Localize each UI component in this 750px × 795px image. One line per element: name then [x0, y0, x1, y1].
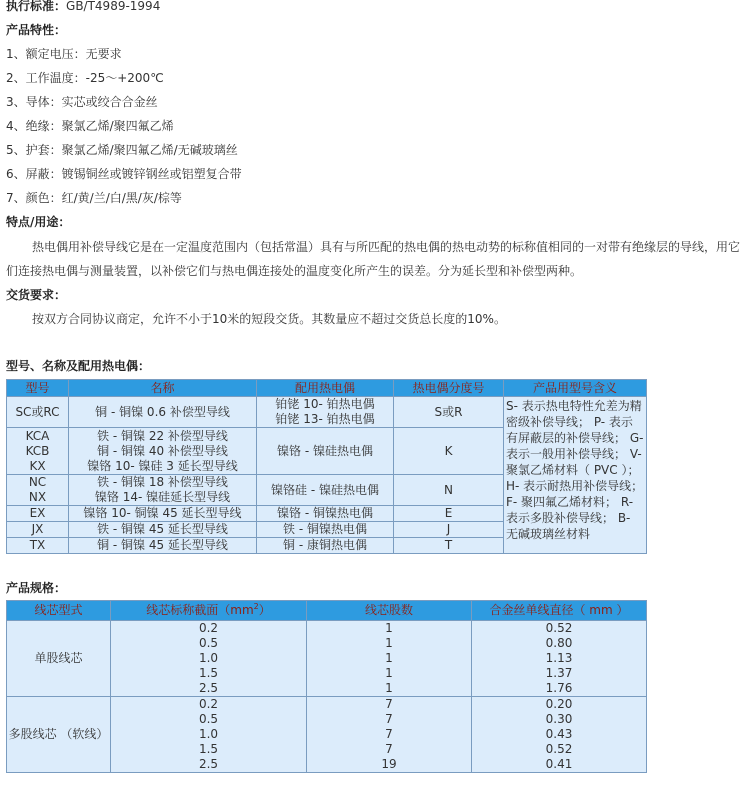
- name-cell: [69, 522, 257, 538]
- strands-value: 1: [385, 651, 393, 665]
- area-header-text: 线芯标称截面（mm: [146, 603, 254, 617]
- table-row: [7, 697, 647, 773]
- area-value: 1.5: [198, 666, 219, 680]
- area-cell: [111, 697, 307, 773]
- model-code: NC: [28, 475, 47, 489]
- grade-cell: J: [394, 522, 504, 538]
- model-code: EX: [29, 506, 46, 520]
- wire-name: 镍铬 10- 铜镍 45 延长型导线: [83, 506, 242, 520]
- wire-name: 铁 - 铜镍 22 补偿型导线: [97, 428, 228, 443]
- col-grade-header: 热电偶分度号: [394, 380, 504, 397]
- model-code: KCB: [25, 443, 50, 458]
- col-thermo-header: 配用热电偶: [257, 380, 394, 397]
- specs-table: [6, 600, 647, 773]
- grade-cell: T: [394, 538, 504, 554]
- strands-value: 7: [385, 697, 393, 711]
- model-code: JX: [31, 522, 44, 536]
- strands-value: 7: [385, 712, 393, 726]
- strands-value: 1: [385, 666, 393, 680]
- models-heading: 型号、名称及配用热电偶：: [6, 359, 151, 373]
- wire-name: 铁 - 铜镍 45 延长型导线: [97, 522, 228, 536]
- wire-name: 铜 - 铜镍 0.6 补偿型导线: [95, 404, 230, 419]
- wire-name: 铜 - 铜镍 45 延长型导线: [97, 538, 228, 552]
- property-insulation: 4、绝缘：聚氯乙烯/聚四氟乙烯: [6, 119, 174, 133]
- name-cell: [69, 506, 257, 522]
- property-temperature: 2、工作温度：-25～+200℃: [6, 71, 164, 85]
- diameter-value: 0.43: [545, 727, 573, 741]
- area-value: 1.5: [198, 742, 219, 756]
- thermocouple-name: 铜 - 康铜热电偶: [283, 538, 367, 552]
- wire-name: 铁 - 铜镍 18 补偿型导线: [97, 475, 228, 489]
- col-type-header: 线芯型式: [7, 601, 111, 621]
- delivery-paragraph: [6, 307, 744, 331]
- thermo-cell: [257, 522, 394, 538]
- col-model-header: 型号: [7, 380, 69, 397]
- grade-cell: S或R: [394, 397, 504, 428]
- features-text: 热电偶用补偿导线它是在一定温度范围内（包括常温）具有与所匹配的热电偶的热电动势的标称值相同的一对带有绝缘层的导线，用它们连接热电偶与测量装置，以补偿它们与热电偶连接处的温度变化所产生的误差。分为延长型和补偿型两种。: [6, 240, 741, 278]
- area-value: 1.0: [198, 727, 219, 741]
- features-paragraph: [6, 235, 744, 283]
- diameter-value: 0.52: [545, 742, 573, 756]
- delivery-heading: 交货要求：: [6, 288, 67, 302]
- strands-cell: [307, 621, 472, 697]
- core-type-cell: 多股线芯 （软线）: [7, 697, 111, 773]
- thermocouple-name: 镍铬硅 - 镍硅热电偶: [271, 482, 379, 497]
- property-conductor: 3、导体：实芯或绞合合金丝: [6, 95, 158, 109]
- property-voltage: 1、额定电压：无要求: [6, 47, 122, 61]
- thermocouple-name: 铂铑 13- 铂热电偶: [275, 412, 375, 426]
- model-code: NX: [28, 490, 47, 504]
- strands-value: 1: [385, 621, 393, 635]
- diameter-value: 0.41: [545, 757, 573, 771]
- models-header-row: [7, 380, 647, 397]
- wire-name: 镍铬 10- 镍硅 3 延长型导线: [87, 458, 238, 473]
- strands-value: 1: [385, 636, 393, 650]
- grade-cell: K: [394, 428, 504, 475]
- area-value: 0.2: [198, 697, 219, 711]
- thermo-cell: [257, 506, 394, 522]
- model-cell: [7, 538, 69, 554]
- area-cell: [111, 621, 307, 697]
- model-code: KX: [29, 458, 46, 473]
- thermo-cell: [257, 397, 394, 428]
- standard-line: [6, 0, 160, 15]
- properties-heading: 产品特性：: [6, 23, 67, 37]
- strands-value: 1: [385, 681, 393, 695]
- model-code: KCA: [25, 428, 50, 443]
- table-row: [7, 621, 647, 697]
- diameter-value: 0.52: [545, 621, 573, 635]
- thermocouple-name: 铁 - 铜镍热电偶: [283, 522, 367, 536]
- grade-cell: N: [394, 475, 504, 506]
- diameter-value: 1.13: [545, 651, 573, 665]
- model-cell: [7, 475, 69, 506]
- strands-value: 7: [385, 727, 393, 741]
- property-sheath: 5、护套：聚氯乙烯/聚四氟乙烯/无碱玻璃丝: [6, 143, 238, 157]
- standard-label: 执行标准：: [6, 0, 67, 13]
- property-shield: 6、屏蔽：镀锡铜丝或镀锌钢丝或铝塑复合带: [6, 167, 242, 181]
- standard-value: GB/T4989-1994: [66, 0, 161, 13]
- area-value: 0.2: [198, 621, 219, 635]
- model-cell: [7, 506, 69, 522]
- specs-header-row: [7, 601, 647, 621]
- diameter-value: 0.80: [545, 636, 573, 650]
- core-type-cell: 单股线芯: [7, 621, 111, 697]
- thermocouple-name: 镍铬 - 铜镍热电偶: [277, 506, 373, 520]
- col-meaning-header: 产品用型号含义: [504, 380, 647, 397]
- model-meaning-cell: S- 表示热电特性允差为精密级补偿导线； P- 表示有屏蔽层的补偿导线； G- 表示一般用补偿导线； V- 聚氯乙烯材料（ PVC ）； H- 表示耐热用补偿导线； F- 聚四氟乙烯材料； R- 表示多股补偿导线； B- 无碱玻璃丝材料: [504, 397, 647, 554]
- area-value: 2.5: [198, 757, 219, 771]
- grade-cell: E: [394, 506, 504, 522]
- area-value: 2.5: [198, 681, 219, 695]
- delivery-text: 按双方合同协议商定，允许不小于10米的短段交货。其数量应不超过交货总长度的10%。: [32, 312, 506, 326]
- wire-name: 镍铬 14- 镍硅延长型导线: [94, 490, 231, 504]
- wire-name: 铜 - 铜镍 40 补偿型导线: [97, 443, 228, 458]
- thermocouple-name: 铂铑 10- 铂热电偶: [275, 397, 375, 411]
- col-strands-header: 线芯股数: [307, 601, 472, 621]
- area-value: 1.0: [198, 651, 219, 665]
- model-cell: [7, 522, 69, 538]
- model-cell: [7, 397, 69, 428]
- thermo-cell: [257, 428, 394, 475]
- diameter-value: 0.20: [545, 697, 573, 711]
- features-heading: 特点/用途：: [6, 215, 71, 229]
- col-name-header: 名称: [69, 380, 257, 397]
- area-header-close: ）: [258, 603, 271, 617]
- name-cell: [69, 397, 257, 428]
- strands-value: 7: [385, 742, 393, 756]
- col-area-header: [111, 601, 307, 621]
- strands-cell: [307, 697, 472, 773]
- diameter-value: 1.76: [545, 681, 573, 695]
- area-header-superscript: 2: [253, 602, 259, 611]
- area-value: 0.5: [198, 636, 219, 650]
- name-cell: [69, 428, 257, 475]
- thermo-cell: [257, 538, 394, 554]
- diameter-cell: [472, 621, 647, 697]
- thermocouple-name: 镍铬 - 镍硅热电偶: [277, 443, 373, 458]
- model-code: SC或RC: [15, 404, 60, 419]
- area-value: 0.5: [198, 712, 219, 726]
- diameter-value: 1.37: [545, 666, 573, 680]
- name-cell: [69, 538, 257, 554]
- property-color: 7、颜色：红/黄/兰/白/黑/灰/棕等: [6, 191, 182, 205]
- diameter-cell: [472, 697, 647, 773]
- col-diameter-header: 合金丝单线直径（ mm ）: [472, 601, 647, 621]
- thermo-cell: [257, 475, 394, 506]
- strands-value: 19: [381, 757, 397, 771]
- specs-heading: 产品规格：: [6, 581, 67, 595]
- name-cell: [69, 475, 257, 506]
- table-row: [7, 397, 647, 428]
- model-code: TX: [29, 538, 46, 552]
- model-cell: [7, 428, 69, 475]
- models-table: [6, 379, 647, 554]
- diameter-value: 0.30: [545, 712, 573, 726]
